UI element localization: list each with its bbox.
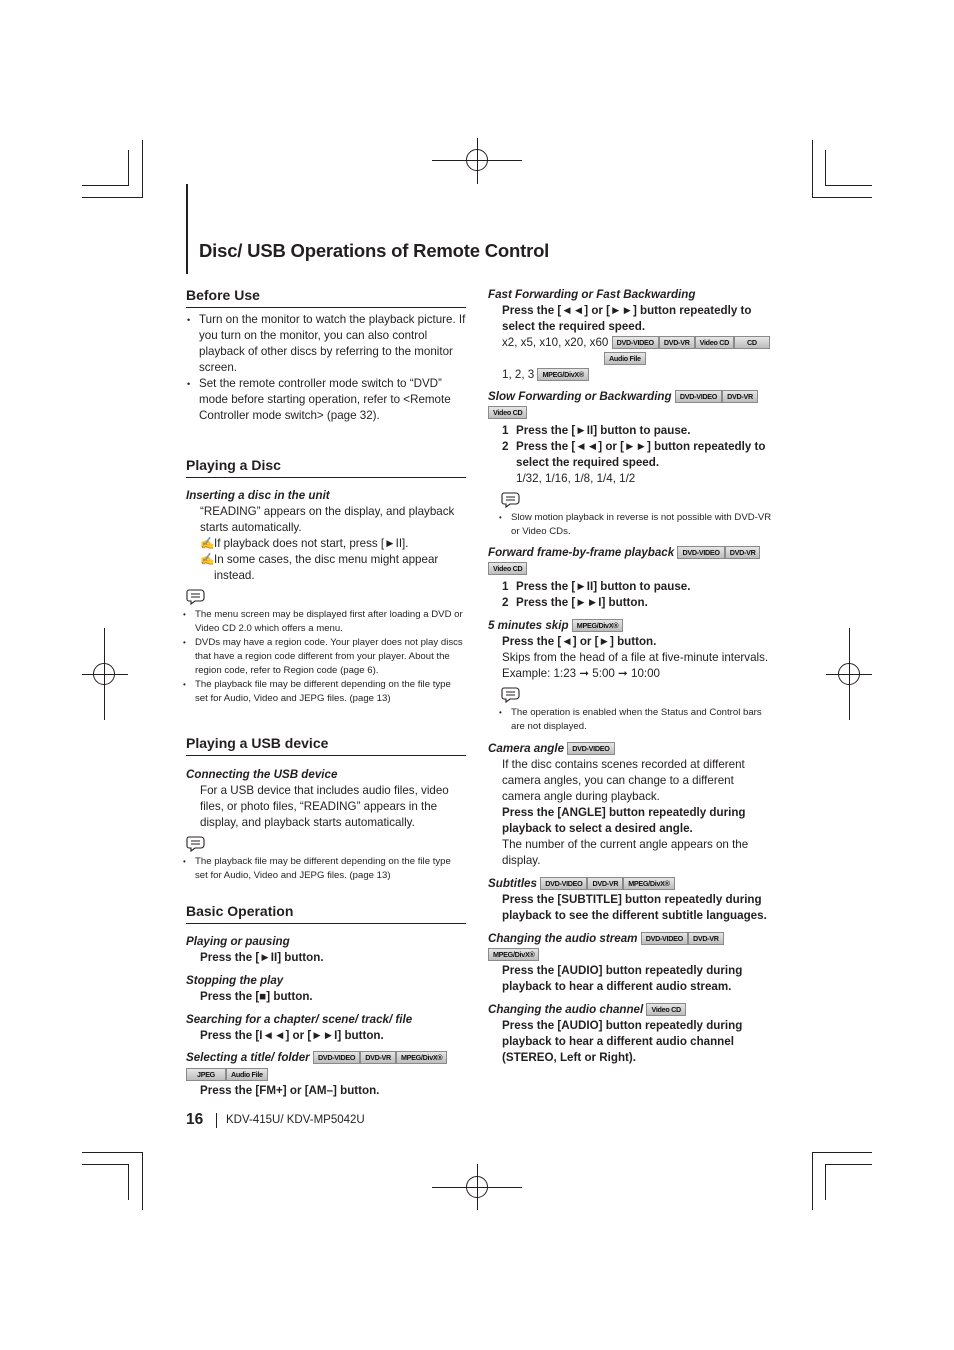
media-badge: MPEG/DivX® (488, 948, 539, 961)
subsection-heading: Subtitles DVD-VIDEO DVD-VR MPEG/DivX® (488, 876, 773, 892)
note-list (186, 608, 466, 706)
reference-note: ✍If playback does not start, press [►II]. (200, 537, 409, 550)
body-text: If the disc contains scenes recorded at different camera angles, you can change to a different camera angle during playback. (502, 758, 745, 803)
note-icon (186, 835, 206, 853)
media-badge: MPEG/DivX® (623, 877, 674, 890)
media-badge: DVD-VR (659, 336, 695, 349)
reference-note: ✍ In some cases, the disc menu might appear instead. (200, 553, 439, 582)
instruction: Press the [►II] button. (200, 951, 324, 964)
section-playing-disc (186, 457, 466, 706)
media-badge: MPEG/DivX® (537, 368, 588, 381)
media-badge: Audio File (604, 352, 646, 365)
step-list (488, 423, 773, 487)
step-item: 1 Press the [►II] button to pause. (502, 580, 691, 593)
media-badge: Video CD (488, 406, 527, 419)
speed-row: x2, x5, x10, x20, x60 DVD-VIDEO DVD-VR Video CD CD (488, 335, 773, 351)
media-badges-row (488, 947, 773, 963)
note-icon (501, 686, 521, 704)
item-camera-angle (488, 741, 773, 869)
list-item: • The playback file may be different depending on the file type set for Audio, Video and JEPG files. (page 13) (195, 855, 466, 883)
instruction: Press the [SUBTITLE] button repeatedly during playback to see the different subtitle languages. (502, 893, 767, 922)
instruction: Press the [■] button. (200, 990, 313, 1003)
right-column (488, 287, 773, 1066)
note-list (488, 511, 773, 539)
media-badge: MPEG/DivX® (396, 1051, 447, 1064)
speed-row: 1, 2, 3 MPEG/DivX® (488, 367, 773, 383)
media-badge: JPEG (186, 1068, 226, 1081)
instruction: Press the [FM+] or [AM–] button. (200, 1084, 380, 1097)
reference-icon: ✍ (200, 553, 215, 566)
item-fast-forward (488, 287, 773, 383)
media-badge: Audio File (226, 1068, 268, 1081)
media-badge: CD (734, 336, 770, 349)
media-badges-row (488, 405, 773, 421)
step-item: 2 Press the [►►I] button. (502, 596, 648, 609)
left-column (186, 287, 466, 1099)
subsection-heading: Changing the audio channel Video CD (488, 1002, 773, 1018)
list-item: • The operation is enabled when the Status and Control bars are not displayed. (511, 706, 773, 734)
note-icon (501, 491, 521, 509)
media-badge: DVD-VIDEO (641, 932, 688, 945)
speed-row (488, 351, 773, 367)
page-number: 16 (186, 1111, 204, 1128)
body-text: Skips from the head of a file at five-minute intervals. (502, 651, 769, 664)
subsection-heading: Forward frame-by-frame playback DVD-VIDEO DVD-VR (488, 545, 773, 561)
item-slow-forward (488, 389, 773, 539)
section-basic-operation (186, 903, 466, 1099)
section-before-use (186, 287, 466, 424)
section-heading: Playing a Disc (186, 457, 466, 478)
media-badge: DVD-VIDEO (540, 877, 587, 890)
note-list (186, 855, 466, 883)
body-text: Example: 1:23 ➞ 5:00 ➞ 10:00 (502, 667, 661, 680)
media-badge: DVD-VIDEO (675, 390, 722, 403)
subsection-heading: Camera angle DVD-VIDEO (488, 741, 773, 757)
title-bar (186, 184, 188, 274)
instruction: Press the [ANGLE] button repeatedly during playback to select a desired angle. (502, 806, 746, 835)
list-item: • The playback file may be different depending on the file type set for Audio, Video and JEPG files. (page 13) (195, 678, 466, 706)
item-subtitles (488, 876, 773, 924)
media-badge: DVD-VIDEO (567, 742, 614, 755)
bullet-list (186, 312, 466, 424)
media-badge: DVD-VR (587, 877, 623, 890)
reference-icon: ✍ (200, 537, 215, 550)
item-audio-channel (488, 1002, 773, 1066)
model-name: KDV-415U/ KDV-MP5042U (226, 1114, 365, 1126)
media-badge: DVD-VIDEO (612, 336, 659, 349)
media-badge: DVD-VR (688, 932, 724, 945)
instruction: Press the [AUDIO] button repeatedly during playback to hear a different audio channel (STEREO, Left or Right). (502, 1019, 743, 1064)
list-item: • Turn on the monitor to watch the playback picture. If you turn on the monitor, you can also control playback of other discs by referring to the monitor screen. (199, 312, 466, 376)
media-badges-row (488, 561, 773, 577)
subsection-heading: Fast Forwarding or Fast Backwarding (488, 288, 696, 301)
step-item: 2 Press the [◄◄] or [►►] button repeatedly to select the required speed. (502, 440, 766, 469)
media-badge: DVD-VR (725, 546, 761, 559)
list-item: • Set the remote controller mode switch to “DVD” mode before starting operation, refer to <Remote Controller mode switch> (page 32). (199, 376, 466, 424)
note-list (488, 706, 773, 734)
media-badge: Video CD (695, 336, 734, 349)
subsection-heading: 5 minutes skip MPEG/DivX® (488, 618, 773, 634)
speed-list: 1/32, 1/16, 1/8, 1/4, 1/2 (516, 472, 636, 485)
media-badge: MPEG/DivX® (572, 619, 623, 632)
media-badges (313, 1051, 447, 1064)
media-badge: DVD-VR (722, 390, 758, 403)
section-playing-usb (186, 735, 466, 883)
item-frame-by-frame (488, 545, 773, 611)
item-audio-stream (488, 931, 773, 995)
media-badge: Video CD (646, 1003, 685, 1016)
page-title: Disc/ USB Operations of Remote Control (199, 240, 550, 261)
subsection-heading: Slow Forwarding or Backwarding DVD-VIDEO DVD-VR (488, 389, 773, 405)
note-icon (186, 588, 206, 606)
body-text: For a USB device that includes audio files, video files, or photo files, “READING” appears in the display, and playback starts automatically. (200, 784, 449, 829)
media-badges-row (186, 1067, 466, 1083)
instruction: Press the [◄] or [►] button. (502, 635, 657, 648)
instruction: Press the [◄◄] or [►►] button repeatedly to select the required speed. (502, 304, 752, 333)
section-heading: Playing a USB device (186, 735, 466, 756)
subsection-heading: Playing or pausing (186, 935, 290, 948)
body-text: The number of the current angle appears on the display. (502, 838, 749, 867)
subsection-heading: Inserting a disc in the unit (186, 489, 330, 502)
media-badge: Video CD (488, 562, 527, 575)
subsection-heading: Stopping the play (186, 974, 284, 987)
subsection-heading: Searching for a chapter/ scene/ track/ file (186, 1013, 413, 1026)
list-item: • The menu screen may be displayed first after loading a DVD or Video CD 2.0 which offers a menu. (195, 608, 466, 636)
list-item: • Slow motion playback in reverse is not possible with DVD-VR or Video CDs. (511, 511, 773, 539)
instruction: Press the [I◄◄] or [►►I] button. (200, 1029, 384, 1042)
step-list (488, 579, 773, 611)
subsection-heading: Connecting the USB device (186, 768, 338, 781)
subsection-heading: Selecting a title/ folder DVD-VIDEO DVD-VR MPEG/DivX® (186, 1050, 466, 1066)
media-badge: DVD-VR (360, 1051, 396, 1064)
subsection-heading: Changing the audio stream DVD-VIDEO DVD-VR (488, 931, 773, 947)
list-item: • DVDs may have a region code. Your player does not play discs that have a region code different from your player. About the region code, refer to Region code (page 6). (195, 636, 466, 678)
section-heading: Basic Operation (186, 903, 466, 924)
body-text: “READING” appears on the display, and playback starts automatically. (200, 505, 455, 534)
item-5-minutes-skip (488, 618, 773, 734)
section-heading: Before Use (186, 287, 466, 308)
instruction: Press the [AUDIO] button repeatedly during playback to hear a different audio stream. (502, 964, 743, 993)
media-badge: DVD-VIDEO (313, 1051, 360, 1064)
footer-divider (216, 1113, 217, 1128)
media-badge: DVD-VIDEO (677, 546, 724, 559)
step-item: 1 Press the [►II] button to pause. (502, 424, 691, 437)
